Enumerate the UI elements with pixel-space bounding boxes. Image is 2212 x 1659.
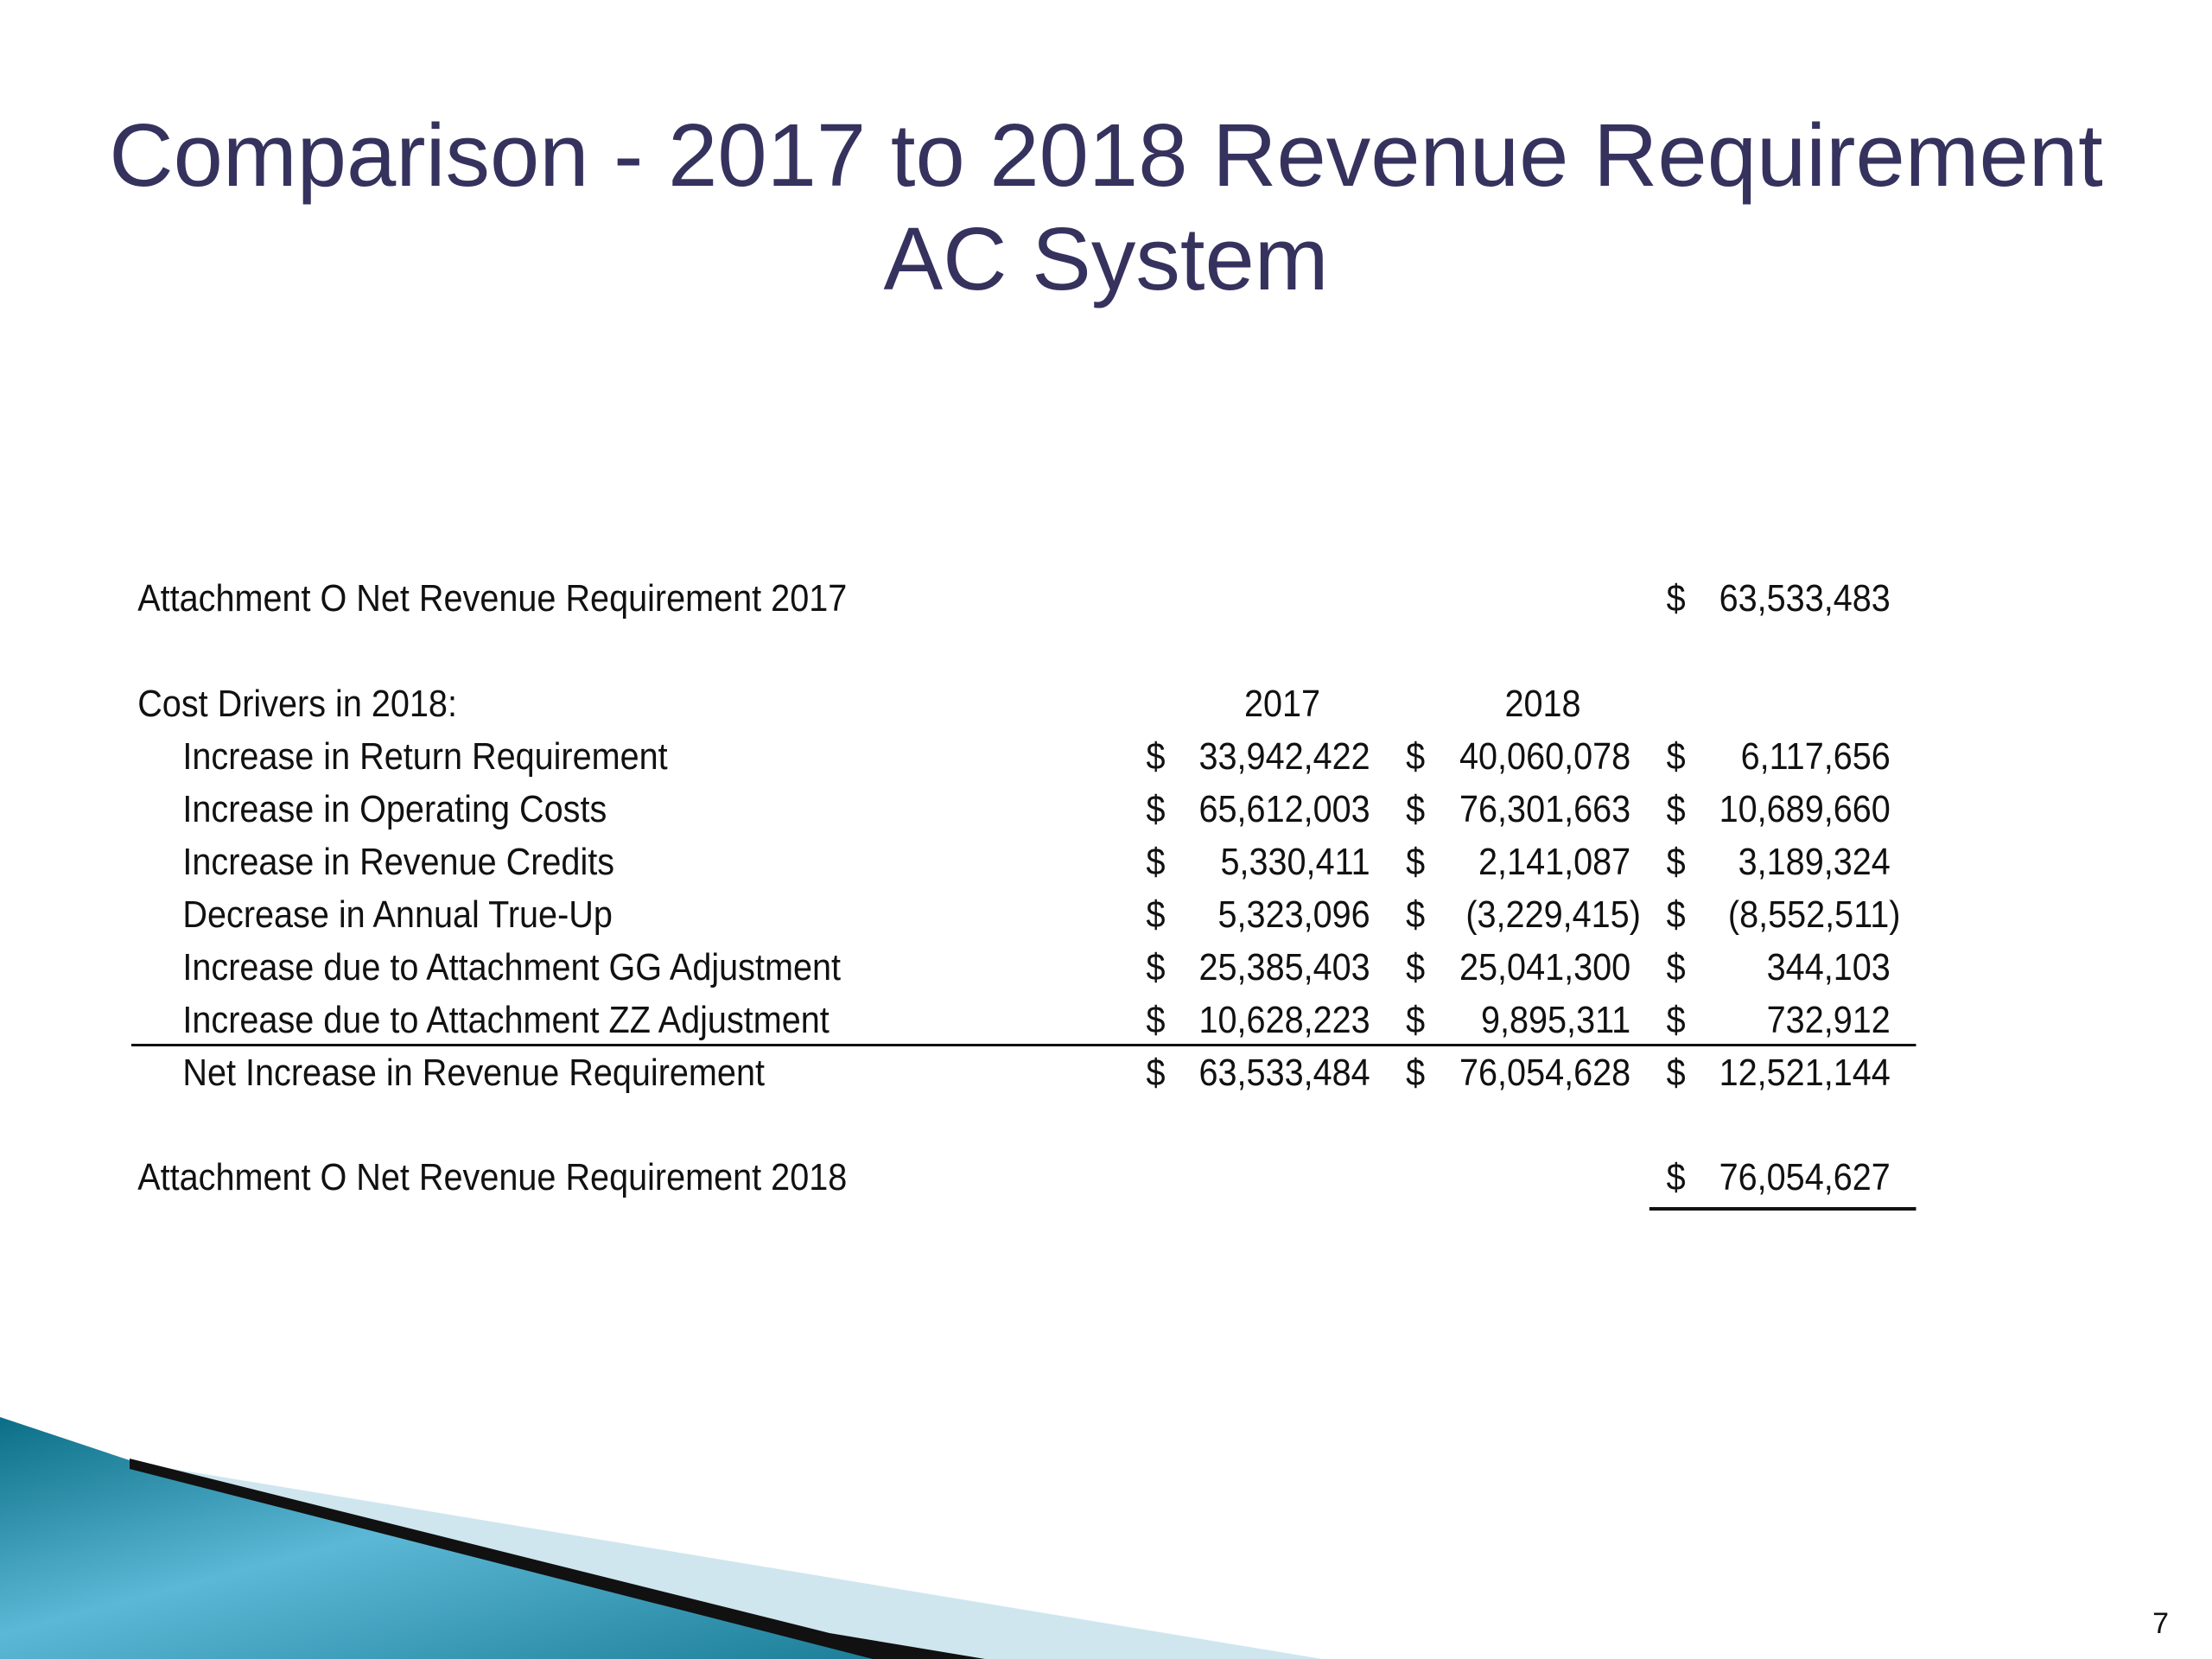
- decor-black-band: [130, 1459, 985, 1659]
- currency-symbol: $: [1146, 999, 1166, 1041]
- slide-title: [0, 104, 2212, 311]
- slide-title-line-2: AC System: [883, 209, 1329, 308]
- spacer: [131, 625, 1916, 677]
- opening-label: Attachment O Net Revenue Requirement 2017: [137, 577, 848, 620]
- currency-symbol: $: [1406, 841, 1426, 883]
- value-2017: 33,942,422: [1198, 735, 1370, 778]
- value-2018: 9,895,311: [1480, 999, 1631, 1041]
- currency-symbol: $: [1406, 893, 1426, 936]
- value-2018: 25,041,300: [1459, 946, 1631, 988]
- value-2017: 5,330,411: [1220, 841, 1370, 883]
- net-value-2018: 76,054,628: [1459, 1052, 1631, 1094]
- value-change: 344,103: [1766, 946, 1891, 988]
- row-label: Increase in Revenue Credits: [182, 841, 615, 883]
- currency-symbol: $: [1146, 841, 1166, 883]
- decor-pale-band: [121, 1460, 1322, 1659]
- spacer: [131, 1099, 1916, 1151]
- value-2018: 76,301,663: [1459, 788, 1631, 830]
- opening-value: 63,533,483: [1719, 577, 1891, 620]
- currency-symbol: $: [1146, 946, 1166, 988]
- currency-symbol: $: [1406, 788, 1426, 830]
- closing-value: 76,054,627: [1719, 1156, 1891, 1198]
- table-row: [131, 730, 1916, 783]
- row-label: Increase in Return Requirement: [182, 735, 668, 778]
- value-change: 6,117,656: [1740, 735, 1891, 778]
- table-row: [131, 836, 1916, 888]
- value-2018: (3,229,415): [1465, 893, 1641, 936]
- currency-symbol: $: [1666, 999, 1686, 1041]
- currency-symbol: $: [1666, 735, 1686, 778]
- currency-symbol: $: [1666, 1052, 1686, 1094]
- value-change: (8,552,511): [1727, 893, 1901, 936]
- value-2017: 25,385,403: [1198, 946, 1370, 988]
- row-label: Increase due to Attachment ZZ Adjustment: [182, 999, 830, 1041]
- currency-symbol: $: [1146, 735, 1166, 778]
- cost-drivers-header-row: [131, 677, 1916, 730]
- value-change: 3,189,324: [1738, 841, 1891, 883]
- currency-symbol: $: [1146, 893, 1166, 936]
- column-header-2018: 2018: [1504, 683, 1581, 725]
- currency-symbol: $: [1666, 841, 1686, 883]
- closing-label: Attachment O Net Revenue Requirement 2018: [137, 1156, 848, 1198]
- table-row: [131, 888, 1916, 941]
- value-change: 10,689,660: [1719, 788, 1891, 830]
- closing-row: [131, 1151, 1916, 1204]
- currency-symbol: $: [1146, 788, 1166, 830]
- currency-symbol: $: [1666, 946, 1686, 988]
- page-number: 7: [2152, 1607, 2169, 1640]
- currency-symbol: $: [1666, 1156, 1686, 1198]
- currency-symbol: $: [1406, 946, 1426, 988]
- value-2017: 65,612,003: [1198, 788, 1370, 830]
- currency-symbol: $: [1666, 893, 1686, 936]
- table-row: [131, 941, 1916, 994]
- column-header-2017: 2017: [1243, 683, 1321, 725]
- decor-teal-shape: [0, 1417, 916, 1659]
- table-row: [131, 783, 1916, 836]
- row-label: Increase due to Attachment GG Adjustment: [182, 946, 842, 988]
- value-2017: 5,323,096: [1217, 893, 1370, 936]
- value-2018: 2,141,087: [1478, 841, 1631, 883]
- currency-symbol: $: [1666, 577, 1686, 620]
- cost-drivers-label: Cost Drivers in 2018:: [137, 683, 457, 725]
- row-label: Increase in Operating Costs: [182, 788, 607, 830]
- revenue-requirement-table: [131, 572, 1916, 1204]
- value-change: 732,912: [1766, 999, 1891, 1041]
- net-value-2017: 63,533,484: [1198, 1052, 1370, 1094]
- net-value-change: 12,521,144: [1719, 1052, 1891, 1094]
- currency-symbol: $: [1406, 1052, 1426, 1094]
- currency-symbol: $: [1406, 735, 1426, 778]
- value-2018: 40,060,078: [1459, 735, 1631, 778]
- net-increase-row: [131, 1046, 1916, 1099]
- net-label: Net Increase in Revenue Requirement: [182, 1052, 765, 1094]
- slide-title-line-1: Comparison - 2017 to 2018 Revenue Requirement: [109, 105, 2103, 205]
- currency-symbol: $: [1406, 999, 1426, 1041]
- opening-row: [131, 572, 1916, 625]
- table-row: [131, 994, 1916, 1046]
- value-2017: 10,628,223: [1198, 999, 1370, 1041]
- total-rule: [1649, 1207, 1916, 1211]
- currency-symbol: $: [1666, 788, 1686, 830]
- currency-symbol: $: [1146, 1052, 1166, 1094]
- row-label: Decrease in Annual True-Up: [182, 893, 613, 936]
